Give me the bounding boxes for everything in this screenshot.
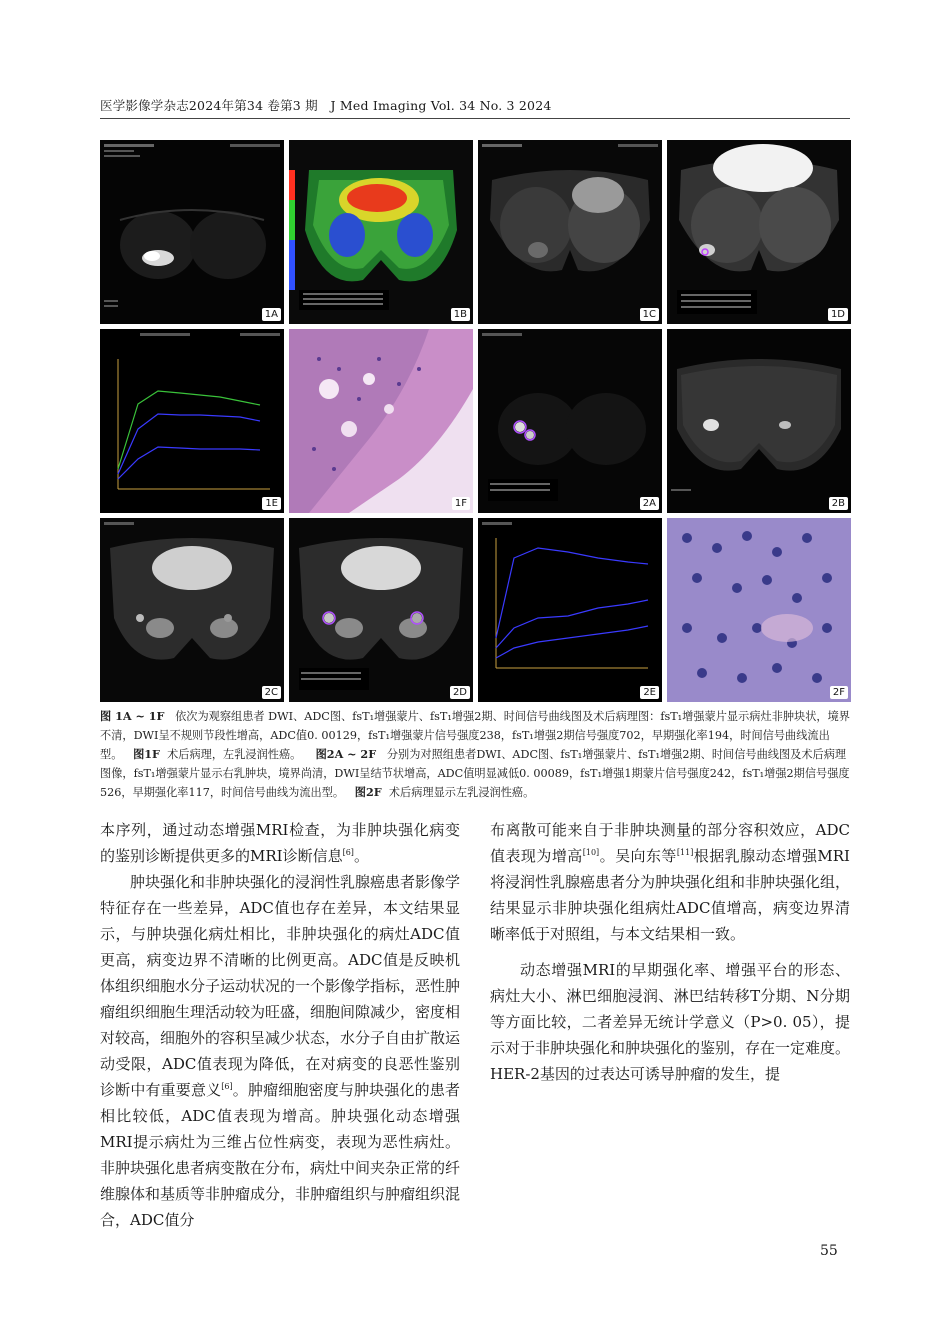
panel-label: 2D — [450, 686, 470, 699]
panel-label: 1B — [451, 308, 470, 321]
paragraph-text: 肿块强化和非肿块强化的浸润性乳腺癌患者影像学特征存在一些差异，ADC值也存在差异，本文结果显示，与肿块强化病灶相比，非肿块强化的病灶ADC值更高，病变边界不清晰的比例更高。ADC值是反映机体组织细胞水分子运动状况的一个影像学指标，恶性肿瘤组织细胞生理活动较为旺盛，细胞间隙减少，密度相对较高，细胞外的容积呈减少状态，水分子自由扩散运动受限，ADC值表现为降低，在对病变的良恶性鉴别诊断中有重要意义 — [100, 873, 461, 1099]
paragraph-text: 动态增强MRI的早期强化率、增强平台的形态、病灶大小、淋巴细胞浸润、淋巴结转移T分期、N分期等方面比较，二者差异无统计学意义（P>0. 05），提示对于非肿块强化和肿块强化的鉴别，存在一定难度。HER-2基因的过表达可诱导肿瘤的发生，提 — [490, 961, 851, 1083]
citation: [11] — [676, 848, 694, 857]
figure-panel-1e — [100, 329, 284, 513]
paragraph-text: 。吴向东等 — [599, 847, 677, 865]
figure-caption — [100, 707, 850, 802]
paragraph — [490, 817, 850, 947]
caption-lead-2: 图2A ~ 2F — [315, 747, 377, 761]
figure-panel-2f — [667, 518, 851, 702]
mri-dwi-image — [100, 140, 284, 324]
panel-label: 1F — [452, 497, 470, 510]
figure-panel-2b — [667, 329, 851, 513]
figure-panel-2a — [478, 329, 662, 513]
adc-map-image — [667, 329, 851, 513]
pathology-image — [289, 329, 473, 513]
panel-label: 2B — [829, 497, 848, 510]
caption-text-1: 依次为观察组患者 DWI、ADC图、fsT₁增强蒙片、fsT₁增强2期、时间信号曲线图及术后病理图：fsT₁增强蒙片显示病灶非肿块状，境界不清，DWI呈不规则节段性增高，ADC值0. 00129，fsT₁增强蒙片信号强度238，fsT₁增强2期信号强度702，早期强化率194，时间信号曲线流出型。 — [100, 710, 850, 761]
paragraph-text: 布离散可能来自于非肿块测量的部分容积效应，ADC值表现为增高 — [490, 821, 850, 865]
citation: [10] — [582, 848, 600, 857]
caption-lead: 图 1A ~ 1F — [100, 709, 165, 723]
panel-label: 1A — [262, 308, 281, 321]
panel-label: 1E — [262, 497, 281, 510]
panel-label: 2C — [262, 686, 281, 699]
panel-label: 2F — [830, 686, 848, 699]
citation: [6] — [221, 1082, 233, 1091]
panel-label: 2E — [640, 686, 659, 699]
caption-lead-1f: 图1F — [133, 747, 160, 761]
figure-grid — [100, 140, 850, 702]
page-number: 55 — [820, 1243, 838, 1259]
time-signal-curve-image — [478, 518, 662, 702]
paragraph-text: 根据乳腺动态增强MRI将浸润性乳腺癌患者分为肿块强化组和非肿块强化组，结果显示非肿块强化组病灶ADC值增高，病变边界清晰率低于对照组，与本文结果相一致。 — [490, 847, 851, 943]
paragraph-text: 。肿瘤细胞密度与肿块强化的患者相比较低，ADC值表现为增高。肿块强化动态增强MRI提示病灶为三维占位性病变，表现为恶性病灶。非肿块强化患者病变散在分布，病灶中间夹杂正常的纤维腺体和基质等非肿瘤成分，非肿瘤组织与肿瘤组织混合，ADC值分 — [100, 1081, 461, 1229]
caption-lead-2f: 图2F — [354, 785, 382, 799]
panel-label: 1C — [640, 308, 659, 321]
figure-panel-1b — [289, 140, 473, 324]
figure-panel-1f — [289, 329, 473, 513]
running-header: 医学影像学杂志2024年第34 卷第3 期 J Med Imaging Vol. 34 No. 3 2024 — [100, 98, 552, 113]
caption-text-2f: 术后病理显示左乳浸润性癌。 — [388, 786, 535, 799]
adc-color-map-image — [289, 140, 473, 324]
paragraph — [490, 957, 850, 1087]
paragraph — [100, 817, 460, 869]
figure-panel-1a — [100, 140, 284, 324]
mri-enhanced-late-image — [289, 518, 473, 702]
paragraph-text: 。 — [353, 847, 369, 865]
mri-enhanced-image — [478, 140, 662, 324]
panel-label: 1D — [828, 308, 848, 321]
panel-label: 2A — [640, 497, 659, 510]
mri-dwi-image — [478, 329, 662, 513]
pathology-image — [667, 518, 851, 702]
header-rule — [100, 118, 850, 119]
figure-panel-1c — [478, 140, 662, 324]
paragraph — [100, 869, 460, 1233]
mri-enhanced-image — [100, 518, 284, 702]
paragraph-text: 本序列，通过动态增强MRI检查，为非肿块强化病变的鉴别诊断提供更多的MRI诊断信息 — [100, 821, 460, 865]
time-signal-curve-image — [100, 329, 284, 513]
body-column-left — [100, 817, 460, 1233]
caption-text-1f: 术后病理，左乳浸润性癌。 — [167, 748, 302, 761]
mri-enhanced-late-image — [667, 140, 851, 324]
citation: [6] — [342, 848, 354, 857]
figure-panel-2e — [478, 518, 662, 702]
figure-panel-2c — [100, 518, 284, 702]
figure-panel-1d — [667, 140, 851, 324]
caption-text-2: 分别为对照组患者DWI、ADC图、fsT₁增强蒙片、fsT₁增强2期、时间信号曲线图及术后病理图像，fsT₁增强蒙片显示右乳肿块，境界尚清，DWI呈结节状增高，ADC值明显减低0. 00089，fsT₁增强1期蒙片信号强度242，fsT₁增强2期信号强度526，早期强化率117，时间信号曲线为流出型。 — [100, 748, 850, 799]
figure-panel-2d — [289, 518, 473, 702]
body-column-right — [490, 817, 850, 1087]
